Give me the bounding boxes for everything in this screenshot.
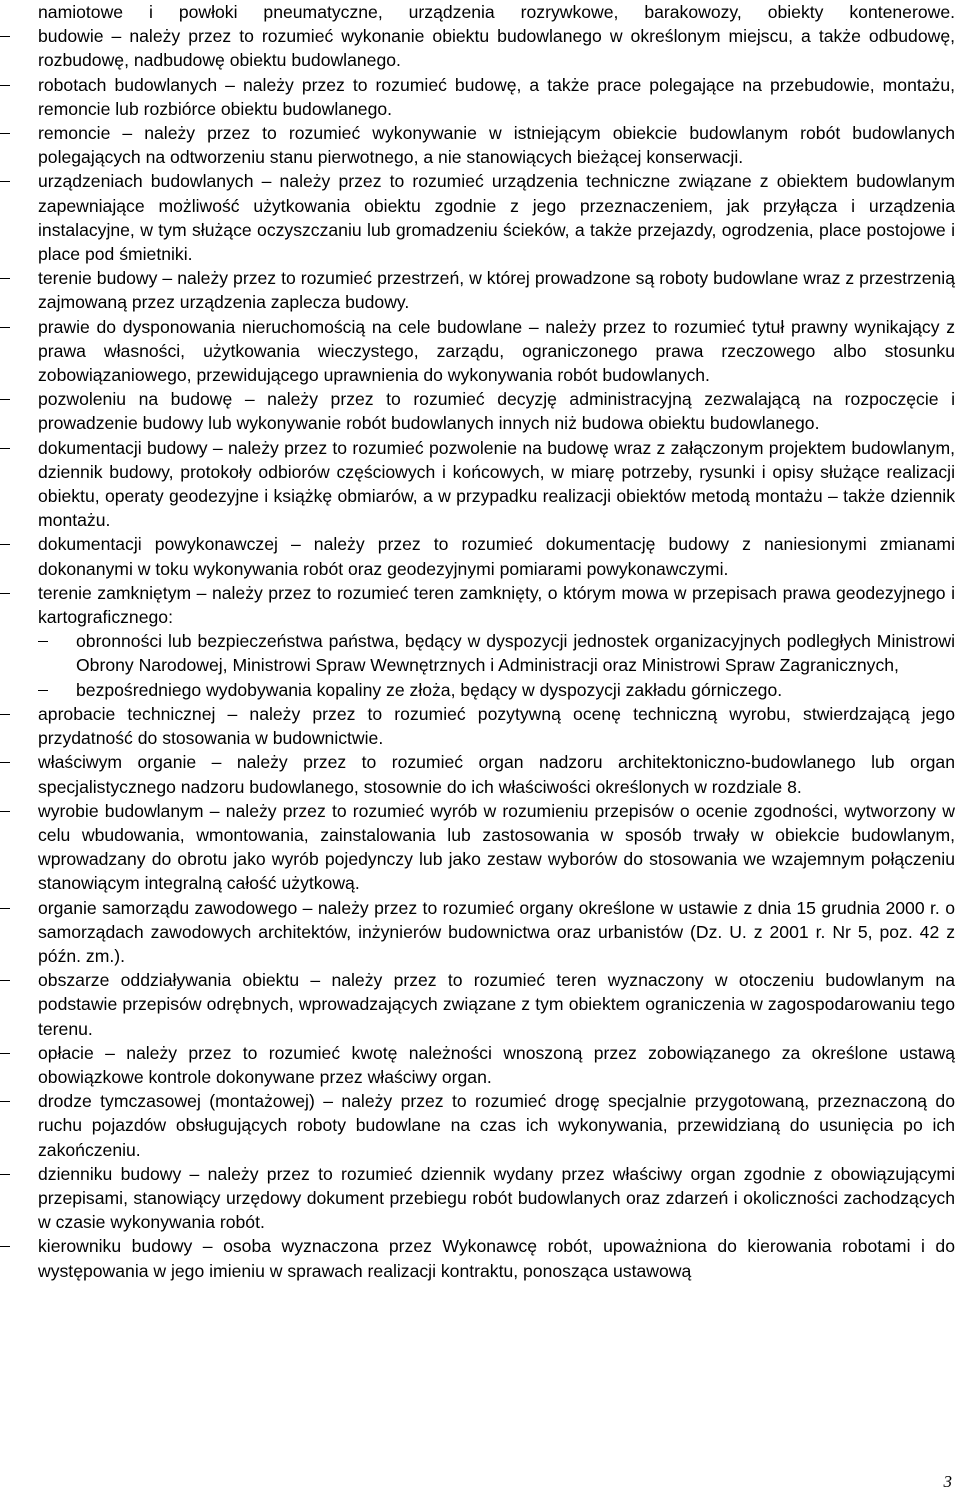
item-text: terenie zamkniętym – należy przez to rozumieć teren zamknięty, o którym mowa w przepisach prawa geodezyjnego i kartograficznego: — [38, 582, 955, 628]
item-text: obszarze oddziaływania obiektu – należy przez to rozumieć teren wyznaczony w otoczeniu budowlanym na podstawie przepisów odrębnych, wprowadzających związane z tym obiektem ograniczenia w zagospodarowaniu tego terenu. — [38, 970, 955, 1039]
list-item — [38, 799, 955, 896]
item-text: opłacie – należy przez to rozumieć kwotę należności wnoszoną przez zobowiązanego za określone ustawą obowiązkowe kontrole dokonywane przez właściwy organ. — [38, 1042, 955, 1087]
item-text: drodze tymczasowej (montażowej) – należy przez to rozumieć drogę specjalnie przygotowaną, przeznaczoną do ruchu pojazdów obsługujących roboty budowlane na czas ich wykonywania, przewidzianą do usunięcia po ich zakończeniu. — [38, 1091, 955, 1160]
subitem-text: obronności lub bezpieczeństwa państwa, będący w dyspozycji jednostek organizacyjnych podległych Ministrowi Obrony Narodowej, Ministrowi Spraw Wewnętrznych i Administracji oraz Ministrowi Spraw Zagranicznych, — [76, 631, 955, 676]
list-item — [38, 266, 955, 314]
list-item — [38, 436, 955, 533]
item-text: właściwym organie – należy przez to rozumieć organ nadzoru architektoniczno-budowlanego lub organ specjalistycznego nadzoru budowlanego, stosownie do ich właściwości określonych w rozdziale 8. — [38, 752, 955, 797]
list-item — [38, 1162, 955, 1235]
item-text: pozwoleniu na budowę – należy przez to rozumieć decyzję administracyjną zezwalającą na rozpoczęcie i prowadzenie budowy lub wykonywanie robót budowlanych innych niż budowa obiektu budowlanego. — [38, 389, 955, 434]
list-item — [38, 24, 955, 72]
list-item — [38, 169, 955, 266]
list-item — [38, 73, 955, 121]
item-text: dokumentacji powykonawczej – należy przez to rozumieć dokumentację budowy z naniesionymi zmianami dokonanymi w toku wykonywania robót oraz geodezyjnymi pomiarami powykonawczymi. — [38, 534, 955, 579]
item-text: wyrobie budowlanym – należy przez to rozumieć wyrób w rozumieniu przepisów o ocenie zgodności, wytworzony w celu wbudowania, wmontowania, zainstalowania lub zastosowania w sposób trwały w obiekcie budowlanym, wprowadzany do obrotu jako wyrób pojedynczy lub jako zestaw wyborów do stosowania we wzajemnym połączeniu stanowiącym integralną całość użytkową. — [38, 800, 955, 894]
definitions-list — [38, 0, 955, 1283]
list-item — [38, 702, 955, 750]
item-text: dzienniku budowy – należy przez to rozumieć dziennik wydany przez właściwy organ zgodnie z obowiązującymi przepisami, stanowiący urzędowy dokument przebiegu robót budowlanych oraz zdarzeń i okoliczności zachodzących w czasie wykonywania robót. — [38, 1163, 955, 1233]
list-item — [38, 896, 955, 969]
list-item — [38, 1234, 955, 1282]
subitem-text: bezpośredniego wydobywania kopaliny ze złoża, będący w dyspozycji zakładu górniczego. — [76, 679, 783, 700]
list-item — [38, 1089, 955, 1162]
list-item — [38, 1041, 955, 1089]
item-text: dokumentacji budowy – należy przez to rozumieć pozwolenie na budowę wraz z załączonym projektem budowlanym, dziennik budowy, protokoły odbiorów częściowych i końcowych, w miarę potrzeby, rysunki i opisy służące realizacji obiektu, operaty geodezyjne i książkę obmiarów, a w przypadku realizacji obiektów metodą montażu – także dziennik montażu. — [38, 437, 955, 531]
sub-list-item — [76, 678, 955, 702]
item-text: kierowniku budowy – osoba wyznaczona przez Wykonawcę robót, upoważniona do kierowania robotami i do występowania w jego imieniu w sprawach realizacji kontraktu, ponosząca ustawową — [38, 1236, 955, 1281]
item-text: urządzeniach budowlanych – należy przez to rozumieć urządzenia techniczne związane z obiektem budowlanym zapewniające możliwość użytkowania obiektu zgodnie z jego przeznaczeniem, jak przyłącza i urządzenia instalacyjne, w tym służące oczyszczaniu lub gromadzeniu ścieków, a także przejazdy, ogrodzenia, place postojowe i place pod śmietniki. — [38, 171, 955, 265]
list-item — [38, 968, 955, 1041]
item-text: terenie budowy – należy przez to rozumieć przestrzeń, w której prowadzone są roboty budowlane wraz z przestrzenią zajmowaną przez urządzenia zaplecza budowy. — [38, 268, 955, 313]
sub-list-item — [76, 629, 955, 677]
item-text: budowie – należy przez to rozumieć wykonanie obiektu budowlanego w określonym miejscu, a także odbudowę, rozbudowę, nadbudowę obiektu budowlanego. — [38, 26, 955, 71]
list-item — [38, 121, 955, 169]
item-text: robotach budowlanych – należy przez to rozumieć budowę, a także prace polegające na przebudowie, montażu, remoncie lub rozbiórce obiektu budowlanego. — [38, 74, 955, 119]
item-text: prawie do dysponowania nieruchomością na cele budowlane – należy przez to rozumieć tytuł prawny wynikający z prawa własności, użytkowania wieczystego, zarządu, ograniczonego prawa rzeczowego albo stosunku zobowiązaniowego, przewidującego uprawnienia do wykonywania robót budowlanych. — [38, 316, 955, 386]
continuation-text: namiotowe i powłoki pneumatyczne, urządzenia rozrywkowe, barakowozy, obiekty kontenerowe. — [38, 2, 955, 22]
list-item — [38, 581, 955, 629]
item-text: organie samorządu zawodowego – należy przez to rozumieć organy określone w ustawie z dnia 15 grudnia 2000 r. o samorządach zawodowych architektów, inżynierów budownictwa oraz urbanistów (Dz. U. z 2001 r. Nr 5, poz. 42 z późn. zm.). — [38, 897, 955, 966]
list-item — [38, 315, 955, 388]
item-text: aprobacie technicznej – należy przez to rozumieć pozytywną ocenę techniczną wyrobu, stwierdzającą jego przydatność do stosowania w budownictwie. — [38, 703, 955, 749]
list-item — [38, 532, 955, 580]
list-item — [38, 387, 955, 435]
page-number: 3 — [943, 1472, 952, 1491]
list-item — [38, 750, 955, 798]
item-text: remoncie – należy przez to rozumieć wykonywanie w istniejącym obiekcie budowlanym robót budowlanych polegających na odtworzeniu stanu pierwotnego, a nie stanowiących bieżącej konserwacji. — [38, 123, 955, 168]
